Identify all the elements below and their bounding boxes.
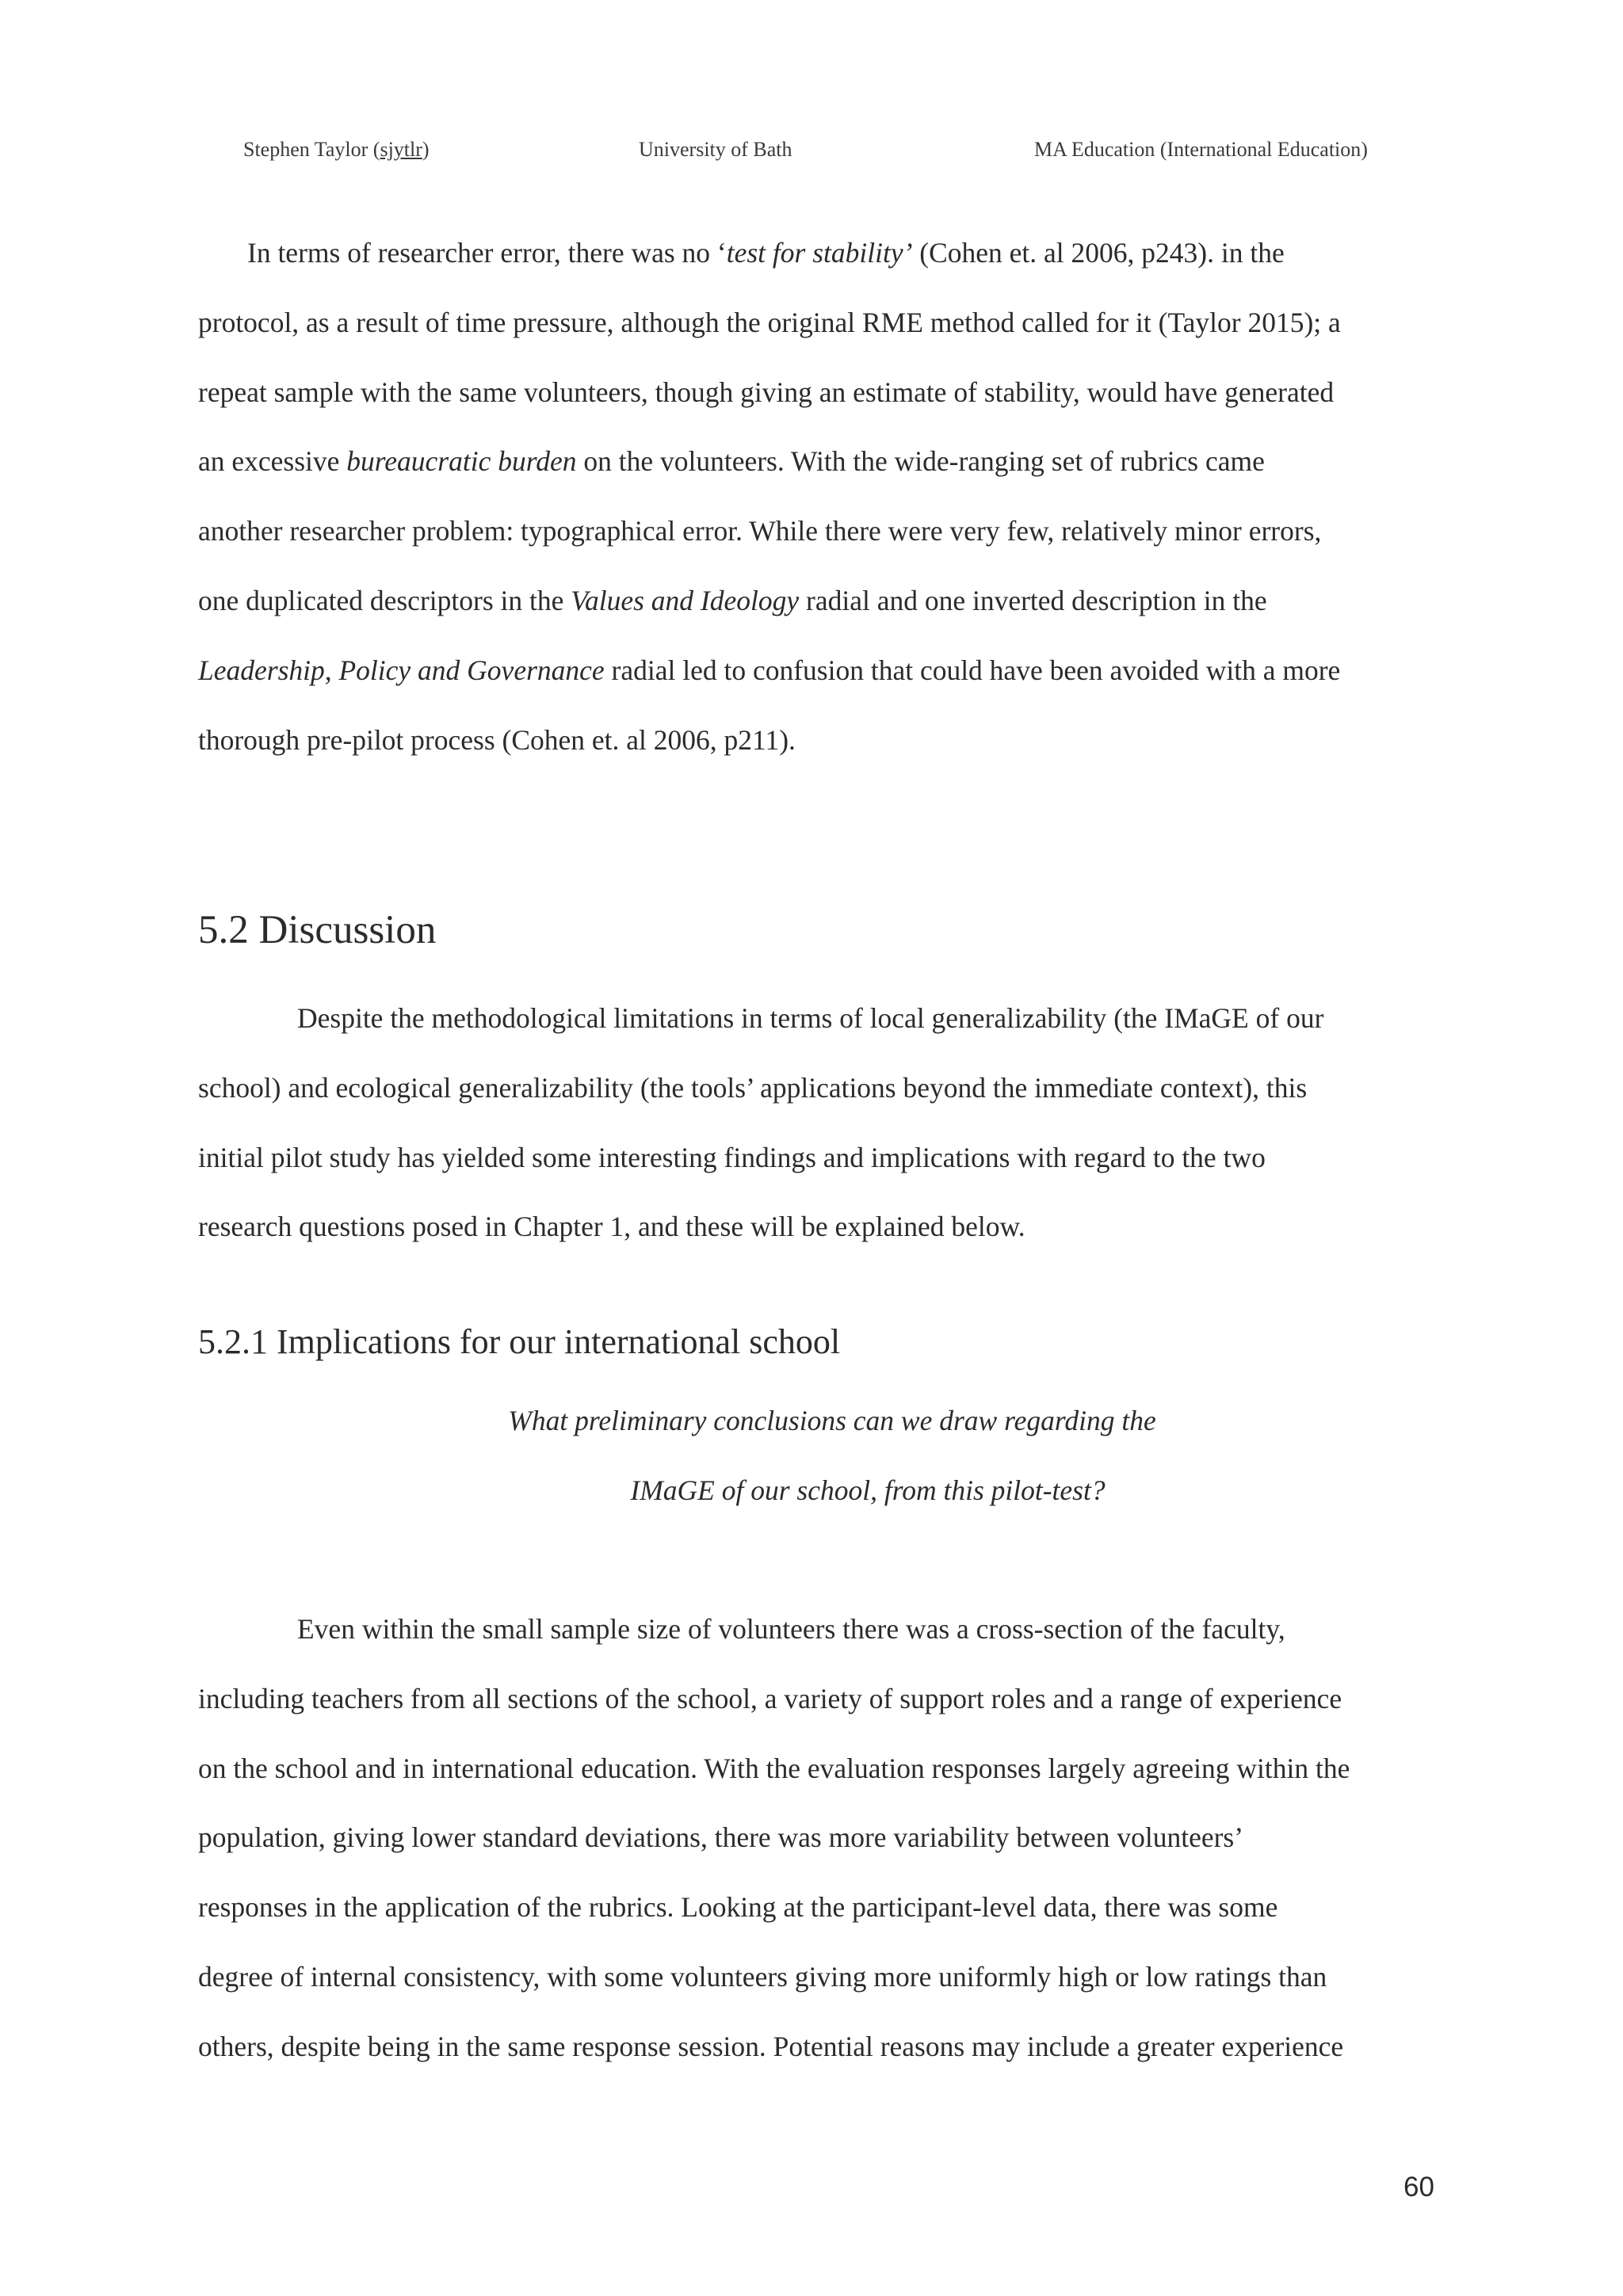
italic-term: bureaucratic burden [346, 445, 577, 478]
text-span: one duplicated descriptors in the [198, 584, 571, 616]
paragraph-researcher-error [198, 219, 1442, 775]
text-span: radial and one inverted description in the [799, 584, 1267, 616]
text-line: repeat sample with the same volunteers, though giving an estimate of stability, would have generated [198, 376, 1335, 408]
running-header [0, 138, 1623, 166]
text-span: an excessive [198, 445, 347, 478]
page-number: 60 [1403, 2172, 1434, 2203]
text-line: initial pilot study has yielded some interesting findings and implications with regard to the two [198, 1141, 1266, 1173]
text-span: (Cohen et. al 2006, p243). in the [912, 237, 1285, 269]
subsection-heading: 5.2.1 Implications for our international school [198, 1322, 841, 1361]
text-line: thorough pre-pilot process (Cohen et. al 2006, p211). [198, 723, 796, 756]
text-line: Despite the methodological limitations in terms of local generalizability (the IMaGE of our [297, 1002, 1324, 1034]
text-line: degree of internal consistency, with some volunteers giving more uniformly high or low ratings than [198, 1960, 1327, 1993]
text-span: radial led to confusion that could have been avoided with a more [604, 654, 1341, 686]
text-line: protocol, as a result of time pressure, although the original RME method called for it (Taylor 2015); a [198, 306, 1341, 338]
header-course: MA Education (International Education) [1034, 138, 1368, 161]
italic-term: test for stability’ [726, 237, 913, 269]
research-question [198, 1386, 1537, 1526]
header-university: University of Bath [639, 138, 792, 161]
header-author-name: Stephen Taylor ( [243, 138, 380, 161]
text-span: In terms of researcher error, there was no ‘ [247, 237, 727, 269]
paragraph-discussion-intro [198, 984, 1442, 1262]
text-line: Even within the small sample size of volunteers there was a cross-section of the faculty, [297, 1613, 1285, 1645]
italic-term: Values and Ideology [571, 584, 800, 616]
text-line: research questions posed in Chapter 1, and these will be explained below. [198, 1211, 1025, 1243]
header-author-close: ) [422, 138, 430, 161]
text-line: including teachers from all sections of the school, a variety of support roles and a range of experience [198, 1682, 1342, 1714]
text-line: responses in the application of the rubrics. Looking at the participant-level data, there was some [198, 1891, 1278, 1924]
text-line [198, 427, 1442, 497]
research-question-line: What preliminary conclusions can we draw regarding the [508, 1405, 1156, 1436]
text-line [198, 219, 1442, 288]
text-line: others, despite being in the same response session. Potential reasons may include a greater experience [198, 2030, 1344, 2062]
text-span: on the volunteers. With the wide-ranging set of rubrics came [576, 445, 1265, 478]
header-author-id: sjytlr [380, 138, 422, 161]
text-line [198, 636, 1442, 706]
section-heading: 5.2 Discussion [198, 908, 437, 952]
research-question-line: IMaGE of our school, from this pilot-test? [630, 1474, 1106, 1506]
text-line: population, giving lower standard deviations, there was more variability between volunteers’ [198, 1821, 1244, 1854]
header-author [243, 138, 430, 162]
text-line: on the school and in international education. With the evaluation responses largely agreeing within the [198, 1752, 1350, 1784]
text-line: school) and ecological generalizability (the tools’ applications beyond the immediate context), this [198, 1071, 1308, 1104]
italic-term: Leadership, Policy and Governance [198, 654, 605, 686]
paragraph-sample-findings [198, 1595, 1442, 2082]
text-line: another researcher problem: typographical error. While there were very few, relatively minor errors, [198, 515, 1322, 547]
text-line [198, 566, 1442, 636]
